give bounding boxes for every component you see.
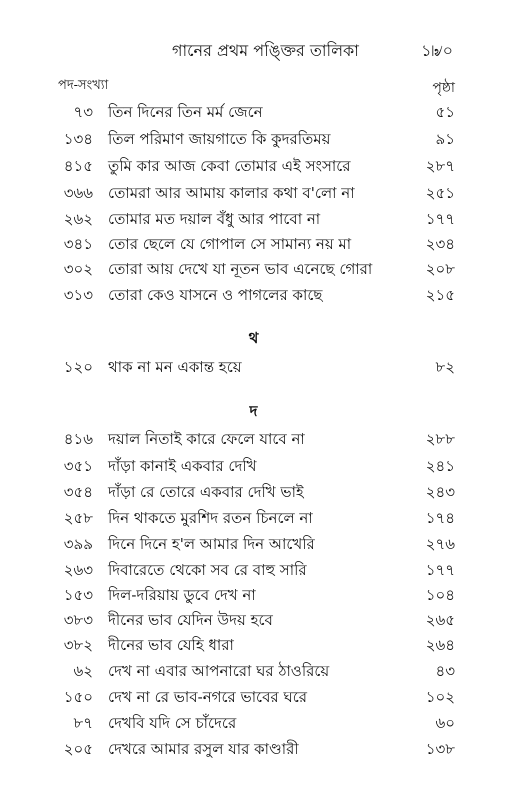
verse-number: ৩৬৬ (63, 184, 93, 202)
page-reference: ১০৪ (425, 586, 455, 604)
list-item (0, 233, 507, 259)
first-line: তিল পরিমাণ জায়গাতে কি কুদরতিময় (108, 130, 331, 148)
verse-number: ৩৪১ (63, 235, 93, 253)
verse-number: ৬২ (73, 662, 93, 680)
first-line: দয়াল নিতাই কারে ফেলে যাবে না (108, 430, 305, 448)
first-line: দাঁড়া কানাই একবার দেখি (108, 457, 257, 475)
first-line: দেখ না এবার আপনারো ঘর ঠাওরিয়ে (108, 662, 330, 680)
page-reference: ২০৮ (425, 260, 455, 278)
verse-number: ৩৫৪ (63, 483, 93, 501)
first-line: তোর ছেলে যে গোপাল সে সামান্য নয় মা (108, 235, 352, 253)
column-header-verse-number: পদ-সংখ্যা (58, 78, 109, 93)
list-item (0, 507, 507, 533)
page-number: ১৷৶০ (421, 41, 453, 60)
first-line: দীনের ভাব যেহি ধারা (108, 636, 234, 654)
page-reference: ২৮৮ (425, 430, 455, 448)
page-reference: ২৮৭ (425, 157, 455, 175)
verse-number: ১৩৪ (63, 130, 93, 148)
page-title: গানের প্রথম পঙ্ক্তির তালিকা (172, 41, 359, 60)
first-line: তিন দিনের তিন মর্ম জেনে (108, 103, 263, 121)
page-reference: ৯১ (435, 130, 455, 148)
list-item (0, 258, 507, 284)
list-item (0, 533, 507, 559)
column-header-page: পৃষ্ঠা (432, 80, 455, 96)
list-item (0, 686, 507, 712)
verse-number: ২৬২ (63, 210, 93, 228)
verse-number: ৩৫১ (63, 457, 93, 475)
list-item (0, 738, 507, 764)
verse-number: ৩৮৩ (63, 611, 93, 629)
verse-number: ৪১৬ (63, 430, 93, 448)
list-item (0, 455, 507, 481)
page-reference: ১৭৭ (425, 210, 455, 228)
first-line: তোরা আয় দেখে যা নূতন ভাব এনেছে গোরা (108, 260, 373, 278)
page-reference: ২১৫ (425, 286, 455, 304)
page-reference: ২৪১ (425, 457, 455, 475)
page-reference: ২৬৪ (425, 636, 455, 654)
section-heading: দ (249, 402, 258, 420)
page-reference: ৫১ (435, 103, 455, 121)
page-reference: ১৭৪ (425, 509, 455, 527)
first-line: দিন থাকতে মুরশিদ রতন চিনলে না (108, 509, 313, 527)
page-reference: ৬০ (435, 714, 455, 732)
first-line: দিনে দিনে হ'ল আমার দিন আখেরি (108, 535, 315, 553)
list-item (0, 609, 507, 635)
page-reference: ২৬৫ (425, 611, 455, 629)
page-reference: ৮২ (435, 358, 455, 376)
page-reference: ২৩৪ (425, 235, 455, 253)
first-line: থাক না মন একান্ত হয়ে (108, 358, 242, 376)
list-item (0, 284, 507, 310)
list-item (0, 208, 507, 234)
list-item (0, 660, 507, 686)
verse-number: ৪১৫ (63, 157, 93, 175)
first-line: দেখবি যদি সে চাঁদেরে (108, 714, 237, 732)
page-reference: ২৫১ (425, 184, 455, 202)
verse-number: ২৬৩ (63, 561, 93, 579)
first-line: দিল-দরিয়ায় ডুবে দেখ না (108, 586, 256, 604)
first-line: তোরা কেও যাসনে ও পাগলের কাছে (108, 286, 323, 304)
verse-number: ৩০২ (63, 260, 93, 278)
page-reference: ১৩৮ (425, 740, 455, 758)
verse-number: ৩৮২ (63, 636, 93, 654)
first-line: দীনের ভাব যেদিন উদয় হবে (108, 611, 273, 629)
first-line: দাঁড়া রে তোরে একবার দেখি ভাই (108, 483, 304, 501)
verse-number: ২৫৮ (63, 509, 93, 527)
list-item (0, 428, 507, 454)
verse-number: ২০৫ (63, 740, 93, 758)
page-reference: ২৭৬ (425, 535, 455, 553)
list-item (0, 155, 507, 181)
list-item (0, 584, 507, 610)
verse-number: ৩৯৯ (63, 535, 93, 553)
list-item (0, 712, 507, 738)
verse-number: ৩১৩ (63, 286, 93, 304)
page-reference: ৪৩ (435, 662, 455, 680)
page-reference: ১৭৭ (425, 561, 455, 579)
page-reference: ২৪৩ (425, 483, 455, 501)
section-heading: থ (248, 329, 259, 347)
first-line: দেখ না রে ভাব-নগরে ভাবের ঘরে (108, 688, 307, 706)
verse-number: ৭৩ (73, 103, 93, 121)
list-item (0, 128, 507, 154)
verse-number: ৮৭ (73, 714, 93, 732)
verse-number: ১৫০ (63, 688, 93, 706)
first-line: তোমরা আর আমায় কালার কথা ব'লো না (108, 184, 355, 202)
list-item (0, 634, 507, 660)
first-line: দেখরে আমার রসুল যার কাণ্ডারী (108, 740, 299, 758)
verse-number: ১৫৩ (63, 586, 93, 604)
list-item (0, 182, 507, 208)
first-line: তোমার মত দয়াল বঁধু আর পাবো না (108, 210, 321, 228)
first-line: তুমি কার আজ কেবা তোমার এই সংসারে (108, 157, 351, 175)
list-item (0, 481, 507, 507)
first-line: দিবারেতে থেকো সব রে বাহু সারি (108, 561, 307, 579)
list-item (0, 101, 507, 127)
page-reference: ১০২ (425, 688, 455, 706)
list-item (0, 356, 507, 382)
list-item (0, 559, 507, 585)
verse-number: ১২০ (63, 358, 93, 376)
